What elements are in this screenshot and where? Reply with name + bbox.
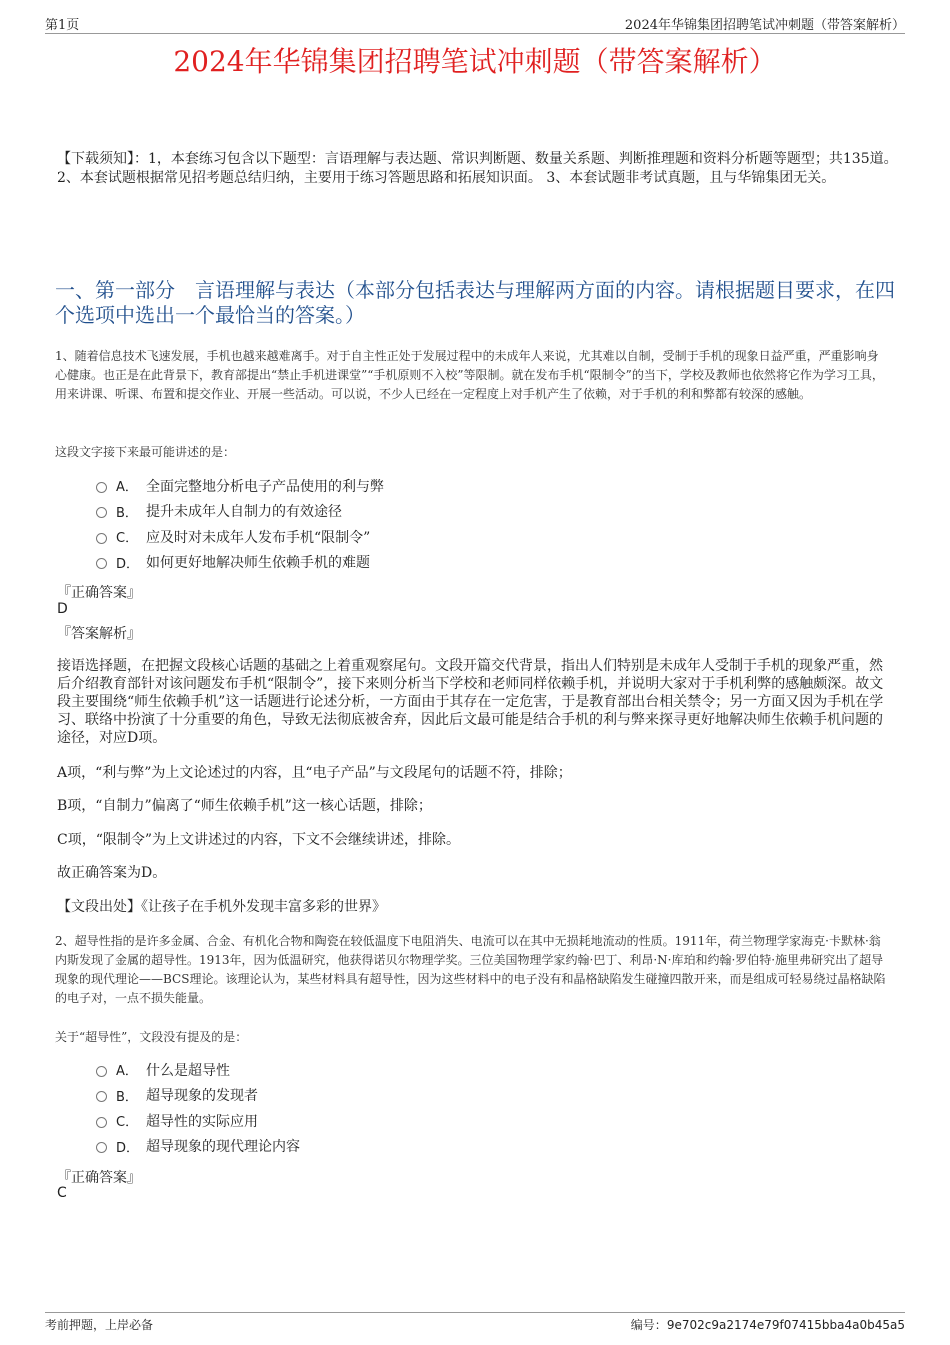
page-number: 第1页 bbox=[45, 18, 80, 33]
question-2-options bbox=[96, 1057, 300, 1159]
document-title: 2024年华锦集团招聘笔试冲刺题（带答案解析） bbox=[173, 45, 777, 78]
question-1-answer-label: 『正确答案』 bbox=[57, 585, 141, 601]
option-letter: C． bbox=[116, 1115, 139, 1131]
question-2-answer-label: 『正确答案』 bbox=[57, 1170, 141, 1186]
radio-icon[interactable] bbox=[96, 1142, 107, 1153]
question-1-option-b[interactable] bbox=[96, 499, 384, 525]
option-text: 什么是超导性 bbox=[146, 1062, 230, 1079]
radio-icon[interactable] bbox=[96, 1091, 107, 1102]
question-1-analysis: 接语选择题，在把握文段核心话题的基础之上着重观察尾句。文段开篇交代背景，指出人们特别是未成年人受制于手机的现象严重，然后介绍教育部针对该问题发布手机“限制令”，接下来则分析当下学校和老师同样依赖手机，并说明大家对于手机利弊的感触颇深。故文段主要围绕“师生依赖手机”这一话题进行论述分析，一方面由于其存在一定危害，于是教育部出台相关禁令；另一方面又因为手机在学习、联络中扮演了十分重要的角色，导致无法彻底被舍弃，因此后文最可能是结合手机的利与弊来探寻更好地解决师生依赖手机问题的途径，对应D项。 bbox=[57, 658, 884, 746]
radio-icon[interactable] bbox=[96, 558, 107, 569]
question-1-option-a[interactable] bbox=[96, 473, 384, 499]
question-1-conclusion: 故正确答案为D。 bbox=[57, 865, 167, 881]
footer-code bbox=[631, 1316, 905, 1333]
section-title: 一、第一部分 言语理解与表达（本部分包括表达与理解两方面的内容。请根据题目要求，在四个选项中选出一个最恰当的答案。） bbox=[55, 278, 895, 327]
option-text: 如何更好地解决师生依赖手机的难题 bbox=[146, 555, 370, 572]
question-2-answer: C bbox=[57, 1185, 67, 1201]
option-letter: C． bbox=[116, 531, 139, 547]
option-letter: A． bbox=[116, 480, 138, 496]
question-1-note-b: B项，“自制力”偏离了“师生依赖手机”这一核心话题，排除； bbox=[57, 798, 432, 814]
radio-icon[interactable] bbox=[96, 507, 107, 518]
option-letter: D． bbox=[116, 556, 140, 572]
option-text: 全面完整地分析电子产品使用的利与弊 bbox=[146, 478, 384, 495]
radio-icon[interactable] bbox=[96, 1066, 107, 1077]
option-letter: B． bbox=[116, 1089, 138, 1105]
footer-divider bbox=[45, 1312, 905, 1313]
question-2-option-d[interactable] bbox=[96, 1134, 300, 1160]
option-text: 超导性的实际应用 bbox=[146, 1113, 258, 1130]
question-2-option-a[interactable] bbox=[96, 1057, 300, 1083]
option-text: 超导现象的现代理论内容 bbox=[146, 1139, 300, 1156]
question-1-prompt: 这段文字接下来最可能讲述的是： bbox=[55, 445, 236, 459]
question-1-option-c[interactable] bbox=[96, 524, 384, 550]
question-1-source: 【文段出处】《让孩子在手机外发现丰富多彩的世界》 bbox=[57, 899, 386, 915]
question-1-text: 1、随着信息技术飞速发展，手机也越来越难离手。对于自主性正处于发展过程中的未成年人来说，尤其难以自制，受制于手机的现象日益严重，严重影响身心健康。也正是在此背景下，教育部提出“禁止手机进课堂”“手机原则不入校”等限制。就在发布手机“限制令”的当下，学校及教师也依然将它作为学习工具，用来讲课、听课、布置和提交作业、开展一些活动。可以说，不少人已经在一定程度上对手机产生了依赖，对于手机的利和弊都有较深的感触。 bbox=[55, 349, 884, 401]
option-letter: B． bbox=[116, 505, 138, 521]
radio-icon[interactable] bbox=[96, 482, 107, 493]
question-1-analysis-label: 『答案解析』 bbox=[57, 626, 141, 642]
header-doc-name: 2024年华锦集团招聘笔试冲刺题（带答案解析） bbox=[624, 18, 905, 33]
radio-icon[interactable] bbox=[96, 1117, 107, 1128]
question-1-note-a: A项，“利与弊”为上文论述过的内容，且“电子产品”与文段尾句的话题不符，排除； bbox=[57, 765, 572, 781]
question-2-prompt: 关于“超导性”，文段没有提及的是： bbox=[55, 1030, 248, 1044]
footer-code-value: 9e702c9a2174e79f07415bba4a0b45a5 bbox=[666, 1318, 905, 1332]
option-text: 应及时对未成年人发布手机“限制令” bbox=[146, 529, 371, 546]
option-text: 提升未成年人自制力的有效途径 bbox=[146, 504, 342, 521]
question-2-option-c[interactable] bbox=[96, 1108, 300, 1134]
question-2-text: 2、超导性指的是许多金属、合金、有机化合物和陶瓷在较低温度下电阻消失、电流可以在其中无损耗地流动的性质。1911年，荷兰物理学家海克·卡默林·翁内斯发现了金属的超导性。1913年，因为低温研究，他获得诺贝尔物理学奖。三位美国物理学家约翰·巴丁、利昂·N·库珀和约翰·罗伯特·施里弗研究出了超导现象的现代理论——BCS理论。该理论认为，某些材料具有超导性，因为这些材料中的电子没有和晶格缺陷发生碰撞四散开来，而是组成可轻易绕过晶格缺陷的电子对，一点不损失能量。 bbox=[55, 934, 886, 1005]
option-letter: D． bbox=[116, 1140, 140, 1156]
option-letter: A． bbox=[116, 1064, 138, 1080]
question-1-option-d[interactable] bbox=[96, 550, 384, 576]
question-2-option-b[interactable] bbox=[96, 1083, 300, 1109]
question-1-answer: D bbox=[57, 601, 68, 617]
download-notice: 【下载须知】：1，本套练习包含以下题型：言语理解与表达题、常识判断题、数量关系题、判断推理题和资料分析题等题型；共135道。 2、本套试题根据常见招考题总结归纳，主要用于练习答题思路和拓展知识面。 3、本套试题非考试真题，且与华锦集团无关。 bbox=[57, 151, 898, 186]
question-1-options bbox=[96, 473, 384, 575]
footer-slogan: 考前押题，上岸必备 bbox=[45, 1318, 154, 1332]
header-divider bbox=[45, 33, 905, 34]
option-text: 超导现象的发现者 bbox=[146, 1088, 258, 1105]
radio-icon[interactable] bbox=[96, 533, 107, 544]
footer-code-label: 编号： bbox=[630, 1318, 667, 1332]
question-1-note-c: C项，“限制令”为上文讲述过的内容，下文不会继续讲述，排除。 bbox=[57, 832, 461, 848]
